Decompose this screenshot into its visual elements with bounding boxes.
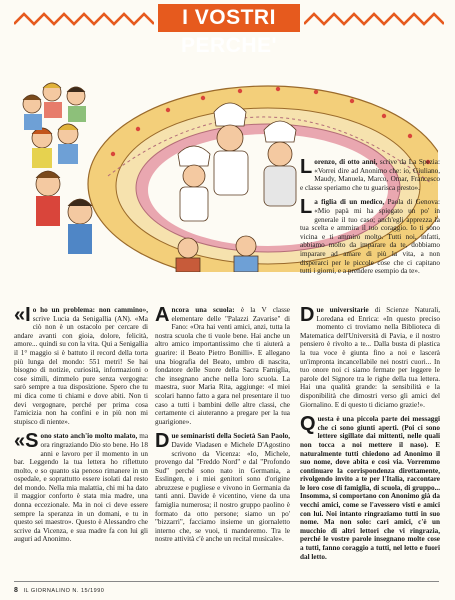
column-3-bottom	[300, 306, 440, 567]
letter-seminarians: Due seminaristi della Società San Paolo, Davide Viadasen e Michele D'Agostino scrivono da Vicenza: «Io, Michele, provengo dal "Freddo Nord" e dal "Profondo Sud" perché sono nato in Germania, a Esslingen, e i miei genitori sono d'origine abruzzese e pugliese e vivono in Germania da tanti anni. Davide è vicentino, viene da una famiglia numerosa; il nostro gruppo paolino è formato da otto persone; siamo un po' "bizzarri", facciamo insieme un giornaletto interno che, se vuoi, ti manderemo. Tra le nostre attività c'è anche un recital musicale».	[155, 430, 290, 544]
letter-paola-body: Paola di Genova: «Mio papà mi ha spiegato un po' in generale il tuo caso; anch'egli apprezza la tua scelta e ammira il tuo coraggio. Io ti sono vicina e ti ammiro molto. Tutti noi, infatti, abbiamo molto da imparare da te, dobbiamo imparare ad amare di più la vita, a non disperarci per le piccole cose che ci capitano tutti i giorni, e a prendere esempio da te».	[300, 198, 440, 276]
letter-paola-intro: a figlia di un medico,	[314, 198, 385, 207]
letter-school-fano-intro: ncora una scuola:	[171, 306, 235, 314]
letter-alessandro-body: ma ora ringraziando Dio sto bene. Ho 18 anni e lavoro per il momento in un bar. Leggendo la tua lettera ho riflettuto molto, e so quanto sia penoso rimanere in un ospedale, e soprattutto essere isolati dal resto del mondo. Nella mia malattia, chi mi ha dato il maggior conforto è stata mia madre, una donna eccezionale. Ma in noi ci deve essere sempre la speranza in un domani, e tu in questo sei maestro». Questo è Alessandro che scrive da Vicenza, e sua madre fa con lui gli auguri ad Anonimo.	[14, 432, 149, 544]
letter-lucia: «Io ho un problema: non cammino», scrive Lucia da Senigallia (AN). «Ma ciò non è un ostacolo per cercare di andare avanti con gioia, dolore, felicità, amore... quindi su con la vita. Qui a Senigallia il 1° maggio si è battuto il record della torta più lunga del mondo: 551 metri! Se hai bisogno di notizie, curiosità, informazioni o cose simili, dimmelo pure senza vergogna: sarò sempre a tua disposizione. Spero che tu mi dica come ti chiami e dove abiti. Non ti devi vergognare, perché per prima cosa l'amicizia non ha confini e in più non mi stupisco di niente».	[14, 304, 148, 426]
editorial-closing-body: uesta è una piccola parte dei messaggi che ci sono giunti aperti. (Poi ci sono lettere sigillate dai mittenti, nelle quali non tocca a noi mettere il naso). E naturalmente tutti chiedono ad Anonimo il suo nome, dove abita e così via. Vorremmo continuare la corrispondenza direttamente, rivolgendo invito a te per l'Italia, raccontare le loro cose di famiglia, di scuola, di gruppo... Insomma, si comportano con Anonimo già da vecchi amici, come se l'avessero visti e amici con lui. Noi intanto ringraziamo tutti in suo nome. Ma non solo: cari amici, c'è un mucchio di altri lettori che vi ringrazia, perché le vostre parole insegnano molte cose a tutti, fanno coraggio a tutti, nel letto e fuori dal letto.	[300, 415, 440, 561]
letter-school-fano: Ancora una scuola: è la V classe elementare delle "Palazzi Zavarise" di Fano: «Ora hai venti amici, anzi, tutta la nostra scuola che ti vuole bene. Hai anche un altro amico importantissimo che ti aiuterà a guarire: il Beato Pietro Bonilli». E allegano una biografia del Beato, umbro di nascita, fondatore delle Suore della Sacra Famiglia, che insegnano anche nella loro scuola. La maestra, suor Maria Rita, aggiunge: «I miei scolari hanno fatto a gara nel presentare il tuo caso a tutti i bambini delle altre classi, che certamente ci aiuteranno a pregare per la tua guarigione».	[155, 304, 290, 426]
letter-alessandro-intro: ono stato anch'io molto malato,	[40, 432, 138, 441]
letter-lorenzo-body: scrive da La Spezia: «Vorrei dire ad Anonimo che: io, Giuliano, Maudy, Manuela, Marco, Omar, Francesco e classe speriamo che tu guarisca presto».	[300, 158, 440, 192]
letter-paola: La figlia di un medico, Paola di Genova: «Mio papà mi ha spiegato un po' in generale il tuo caso; anch'egli apprezza la tua scelta e ammira il tuo coraggio. Io ti sono vicina e ti ammiro molto. Tutti noi, infatti, abbiamo molto da imparare da te, dobbiamo imparare ad amare di più la vita, a non disperarci per le piccole cose che ci capitano tutti i giorni, e a prendere esempio da te».	[300, 196, 440, 276]
letter-university-students: Due universitarie di Scienze Naturali, Loredana ed Enrica: «In questo preciso momento ci troviamo nella Biblioteca di Matematica dell'Università di Pavia, e il nostro pensiero è rivolto a te... Dalla busta di plastica la tua voce è giunta fino a noi e lascerà un'impronta incancellabile nei nostri cuori... In tuo onore noi ci siamo fermate per leggere le parole del Signore tra le righe della tua lettera. Hai una qualità grande: la sensibilità e la disponibilità che dimostri verso gli amici del Giornalino. E di questo ti diciamo grazie!».	[300, 304, 440, 409]
column-2	[155, 306, 290, 550]
letter-seminarians-body: Davide Viadasen e Michele D'Agostino scrivono da Vicenza: «Io, Michele, provengo dal "Freddo Nord" e dal "Profondo Sud" perché sono nato in Germania, a Esslingen, e i miei genitori sono d'origine abruzzese e pugliese e vivono in Germania da tanti anni. Davide è vicentino, viene da una famiglia numerosa; il nostro gruppo paolino è formato da otto persone; siamo un po' "bizzarri", facciamo insieme un giornaletto interno che, se vuoi, ti manderemo. Tra le nostre attività c'è anche un recital musicale».	[155, 440, 290, 544]
letter-university-students-body: di Scienze Naturali, Loredana ed Enrica: «In questo preciso momento ci troviamo nella Biblioteca di Matematica dell'Università di Pavia, e il nostro pensiero è rivolto a te... Dalla busta di plastica la tua voce è giunta fino a noi e lascerà un'impronta incancellabile nei nostri cuori... In tuo onore noi ci siamo fermate per leggere le parole del Signore tra le righe della tua lettera. Hai una qualità grande: la sensibilità e la disponibilità che dimostri verso gli amici del Giornalino. E di questo ti diciamo grazie!».	[300, 306, 440, 409]
column-3-top	[300, 158, 440, 282]
letter-seminarians-intro: ue seminaristi della Società San Paolo,	[171, 432, 290, 441]
column-1	[14, 306, 148, 550]
running-head: IL GIORNALINO N. 15/1990	[23, 588, 105, 594]
letter-lorenzo-intro: orenzo, di otto anni,	[314, 158, 378, 166]
editorial-closing: Questa è una piccola parte dei messaggi che ci sono giunti aperti. (Poi ci sono lettere sigillate dai mittenti, nelle quali non tocca a noi mettere il naso). E naturalmente tutti chiedono ad Anonimo il suo nome, dove abita e così via. Vorremmo continuare la corrispondenza direttamente, rivolgendo invito a te per l'Italia, raccontare le loro cose di famiglia, di scuola, di gruppo... Insomma, si comportano con Anonimo già da vecchi amici, come se l'avessero visti e amici con lui. Noi intanto ringraziamo tutti in suo nome. Ma non solo: cari amici, c'è un mucchio di altri lettori che vi ringrazia, perché le vostre parole insegnano molte cose a tutti, fanno coraggio a tutti, nel letto e fuori dal letto.	[300, 413, 440, 561]
letter-lucia-body: scrive Lucia da Senigallia (AN). «Ma ciò non è un ostacolo per cercare di andare avanti con gioia, dolore, felicità, amore... quindi su con la vita. Qui a Senigallia il 1° maggio si è battuto il record della torta più lunga del mondo: 551 metri! Se hai bisogno di notizie, curiosità, informazioni o cose simili, dimmelo pure senza vergogna: sarò sempre a tua disposizione. Spero che tu mi dica come ti chiami e dove abiti. Non ti devi vergognare, perché per prima cosa l'amicizia non ha confini e in più non mi stupisco di niente».	[14, 314, 148, 426]
zigzag-left-decoration	[14, 12, 154, 26]
letter-university-students-intro: ue universitarie	[316, 306, 369, 314]
page-footer	[14, 587, 104, 594]
footer-rule	[14, 581, 439, 582]
page-title: I VOSTRI PERCHE'	[158, 4, 300, 32]
letter-lorenzo: Lorenzo, di otto anni, scrive da La Spezia: «Vorrei dire ad Anonimo che: io, Giuliano, Maudy, Manuela, Marco, Omar, Francesco e classe speriamo che tu guarisca presto».	[300, 156, 440, 192]
page-number: 8	[14, 587, 19, 594]
letter-alessandro: «Sono stato anch'io molto malato, ma ora ringraziando Dio sto bene. Ho 18 anni e lavoro per il momento in un bar. Leggendo la tua lettera ho riflettuto molto, e so quanto sia penoso rimanere in un ospedale, e soprattutto essere isolati dal resto del mondo. Nella mia malattia, chi mi ha dato il maggior conforto è stata mia madre, una donna eccezionale. Ma in noi ci deve essere sempre la speranza in un domani, e tu in questo sei maestro». Questo è Alessandro che scrive da Vicenza, e sua madre fa con lui gli auguri ad Anonimo.	[14, 430, 149, 544]
letter-school-fano-body: è la V classe elementare delle "Palazzi Zavarise" di Fano: «Ora hai venti amici, anzi, tutta la nostra scuola che ti vuole bene. Hai anche un altro amico importantissimo che ti aiuterà a guarire: il Beato Pietro Bonilli». E allegano una biografia del Beato, umbro di nascita, fondatore delle Suore della Sacra Famiglia, che insegnano anche nella loro scuola. La maestra, suor Maria Rita, aggiunge: «I miei scolari hanno fatto a gara nel presentare il tuo caso a tutti i bambini delle altre classi, che certamente ci aiuteranno a pregare per la tua guarigione».	[155, 306, 290, 426]
page-header	[0, 0, 455, 57]
zigzag-right-decoration	[304, 12, 444, 26]
letter-lucia-intro: o ho un problema: non cammino»,	[32, 306, 148, 314]
